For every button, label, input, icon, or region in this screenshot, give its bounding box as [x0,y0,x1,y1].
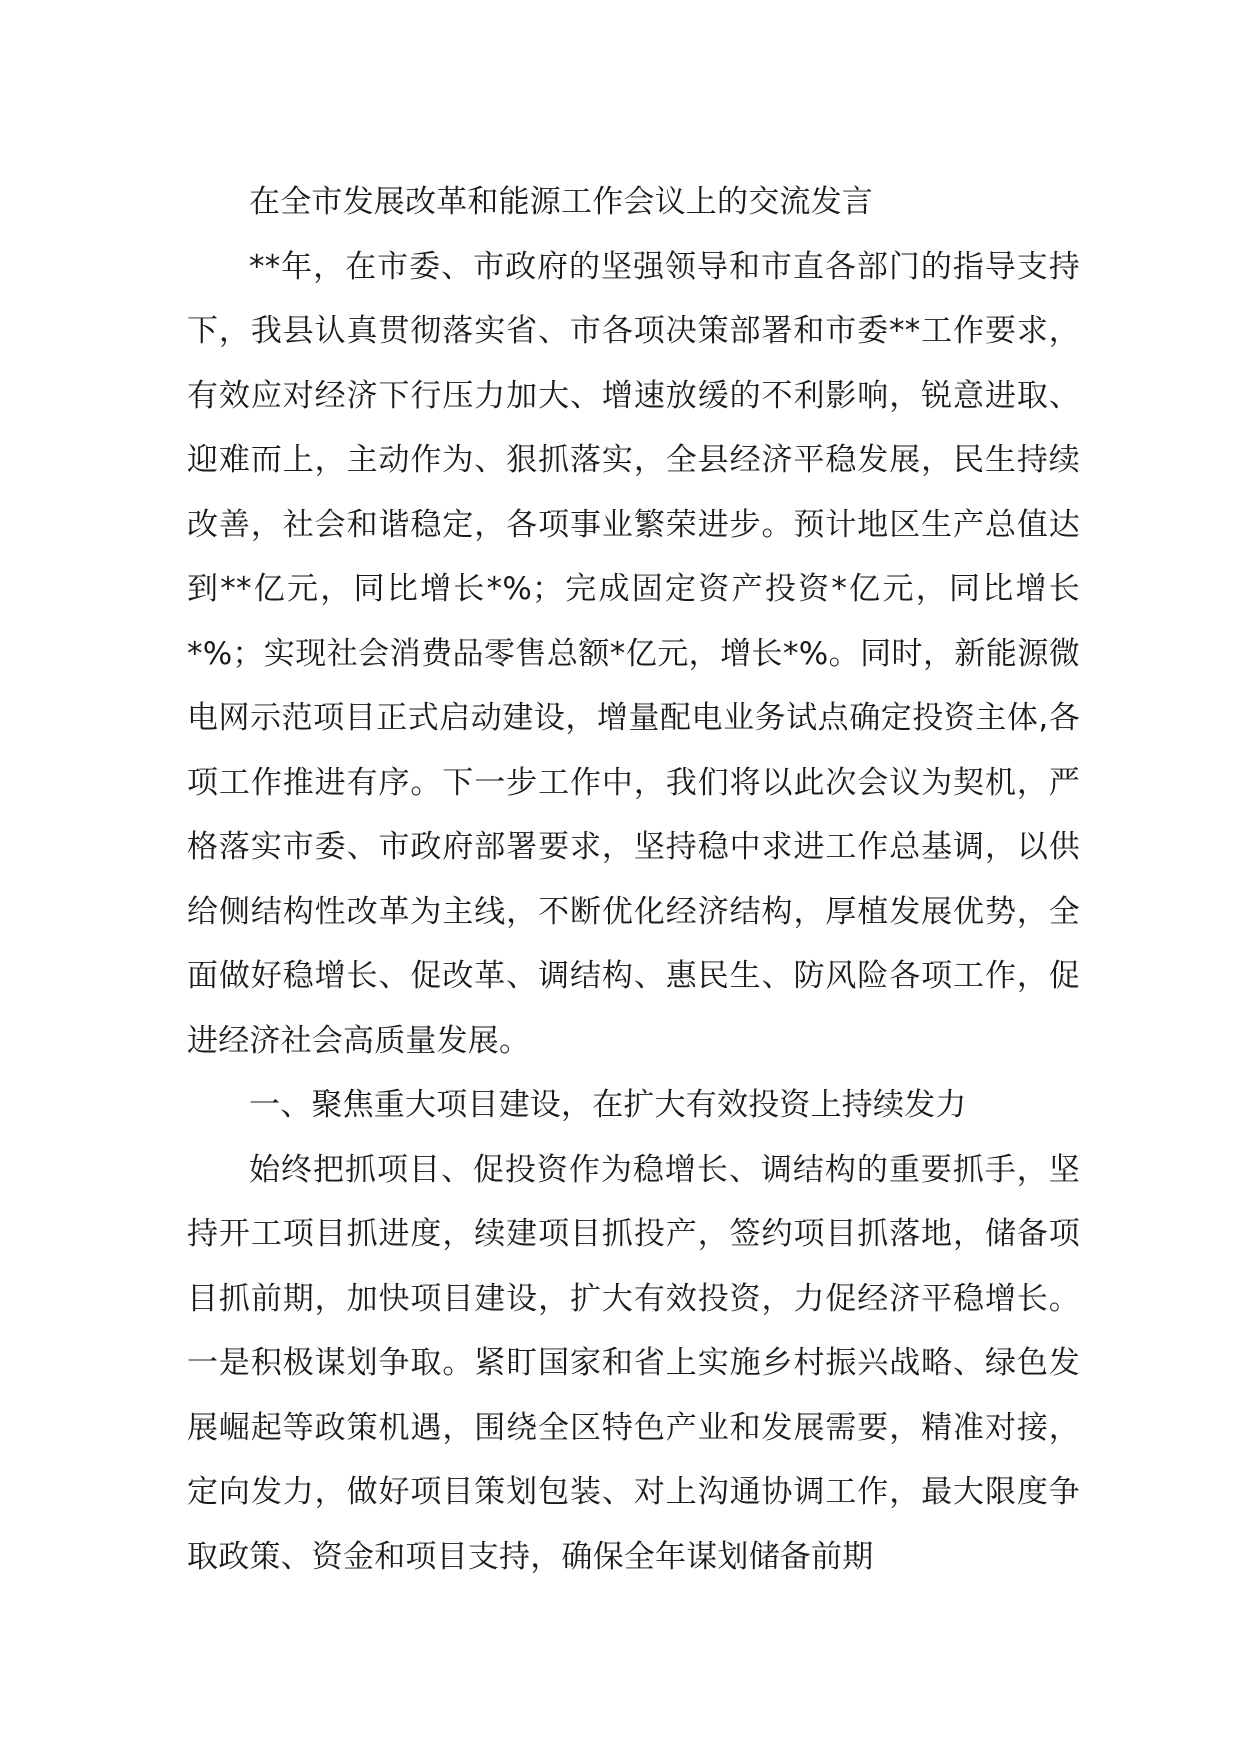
document-title: 在全市发展改革和能源工作会议上的交流发言 [249,184,873,220]
paragraph-section-1: 始终把抓项目、促投资作为稳增长、调结构的重要抓手，坚持开工项目抓进度，续建项目抓投产，签约项目抓落地，储备项目抓前期，加快项目建设，扩大有效投资，力促经济平稳增长。一是积极谋划争取。紧盯国家和省上实施乡村振兴战略、绿色发展崛起等政策机遇，围绕全区特色产业和发展需要，精准对接，定向发力，做好项目策划包装、对上沟通协调工作，最大限度争取政策、资金和项目支持，确保全年谋划储备前期 [187,1151,1080,1575]
document-body [187,170,1080,1589]
section-heading-1: 一、聚焦重大项目建设，在扩大有效投资上持续发力 [249,1087,967,1123]
paragraph-summary: **年，在市委、市政府的坚强领导和市直各部门的指导支持下，我县认真贯彻落实省、市各项决策部署和市委**工作要求，有效应对经济下行压力加大、增速放缓的不利影响，锐意进取、迎难而上，主动作为、狠抓落实，全县经济平稳发展，民生持续改善，社会和谐稳定，各项事业繁荣进步。预计地区生产总值达到**亿元，同比增长*%；完成固定资产投资*亿元，同比增长*%；实现社会消费品零售总额*亿元，增长*%。同时，新能源微电网示范项目正式启动建设，增量配电业务试点确定投资主体,各项工作推进有序。下一步工作中，我们将以此次会议为契机，严格落实市委、市政府部署要求，坚持稳中求进工作总基调，以供给侧结构性改革为主线，不断优化经济结构，厚植发展优势，全面做好稳增长、促改革、调结构、惠民生、防风险各项工作，促进经济社会高质量发展。 [187,248,1080,1059]
